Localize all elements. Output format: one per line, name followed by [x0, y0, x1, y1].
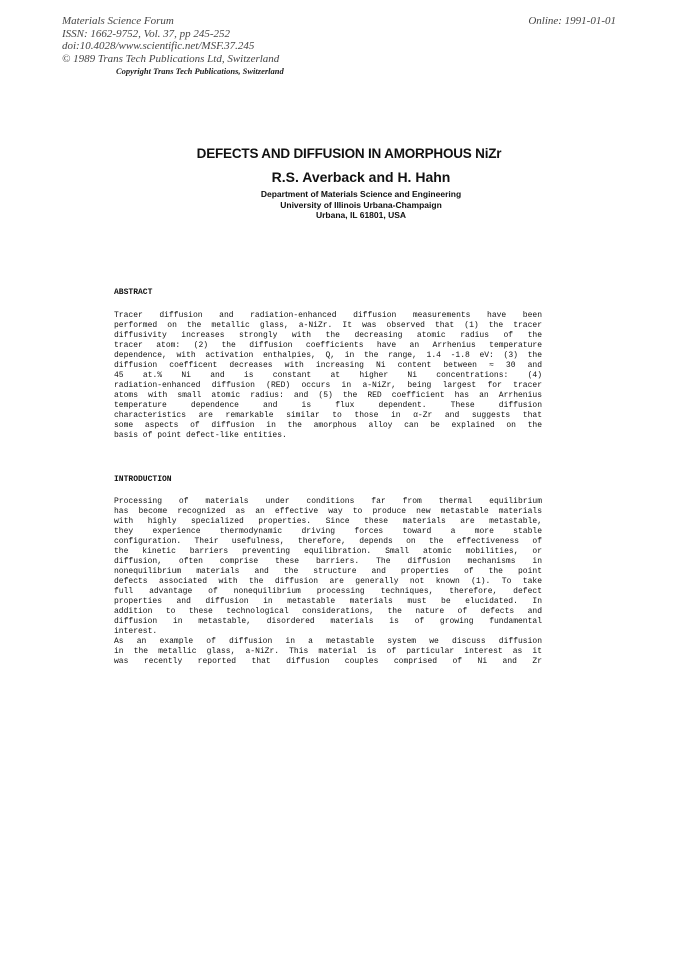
author-list: R.S. Averback and H. Hahn — [271, 169, 451, 185]
abstract-body — [114, 311, 542, 441]
introduction-line: defects associated with the diffusion are generally not known (1). To take — [114, 577, 542, 586]
abstract-line: performed on the metallic glass, a-NiZr. It was observed that (1) the tracer — [114, 321, 542, 330]
introduction-line: was recently reported that diffusion couples comprised of Ni and Zr — [114, 657, 542, 666]
abstract-line: dependence, with activation enthalpies, Q, in the range, 1.4 -1.8 eV: (3) the — [114, 351, 542, 360]
abstract-line: some aspects of diffusion in the amorphous alloy can be explained on the — [114, 421, 542, 430]
introduction-line: the kinetic barriers preventing equilibration. Small atomic mobilities, or — [114, 547, 542, 556]
introduction-body — [114, 497, 542, 667]
abstract-line: atoms with small atomic radius: and (5) the RED coefficient has an Arrhenius — [114, 391, 542, 400]
abstract-line: tracer atom: (2) the diffusion coefficients have an Arrhenius temperature — [114, 341, 542, 350]
affiliation — [0, 189, 678, 221]
abstract-line: characteristics are remarkable similar to those in α-Zr and suggests that — [114, 411, 542, 420]
copyright-notice: Copyright Trans Tech Publications, Switzerland — [116, 66, 284, 76]
abstract-line: Tracer diffusion and radiation-enhanced diffusion measurements have been — [114, 311, 542, 320]
publisher-line: © 1989 Trans Tech Publications Ltd, Switzerland — [62, 52, 280, 65]
introduction-heading: INTRODUCTION — [114, 475, 172, 484]
abstract-line: diffusivity increases strongly with the decreasing atomic radius of the — [114, 331, 542, 340]
affiliation-department: Department of Materials Science and Engineering — [260, 189, 462, 199]
introduction-line: with highly specialized properties. Since these materials are metastable, — [114, 517, 542, 526]
journal-header — [62, 15, 279, 65]
introduction-line: diffusion in metastable, disordered materials is of growing fundamental — [114, 617, 542, 626]
introduction-line: addition to these technological considerations, the nature of defects and — [114, 607, 542, 616]
abstract-line: diffusion coefficent decreases with increasing Ni content between ≈ 30 and — [114, 361, 542, 370]
introduction-line: has become recognized as an effective way to produce new metastable materials — [114, 507, 542, 516]
issn-line: ISSN: 1662-9752, Vol. 37, pp 245-252 — [62, 27, 231, 40]
doi-line: doi:10.4028/www.scientific.net/MSF.37.245 — [62, 40, 255, 52]
introduction-line: nonequilibrium materials and the structure and properties of the point — [114, 567, 542, 576]
online-date: Online: 1991-01-01 — [528, 15, 616, 27]
introduction-line: As an example of diffusion in a metastable system we discuss diffusion — [114, 637, 542, 646]
introduction-line: configuration. Their usefulness, therefore, depends on the effectiveness of — [114, 537, 542, 546]
abstract-line: basis of point defect-like entities. — [114, 431, 287, 440]
introduction-line: properties and diffusion in metastable materials must be elucidated. In — [114, 597, 542, 606]
affiliation-address: Urbana, IL 61801, USA — [315, 210, 407, 220]
abstract-heading: ABSTRACT — [114, 288, 153, 297]
paper-title: DEFECTS AND DIFFUSION IN AMORPHOUS NiZr — [196, 146, 502, 161]
introduction-line: interest. — [114, 627, 158, 636]
introduction-line: diffusion, often comprise these barriers. The diffusion mechanisms in — [114, 557, 542, 566]
journal-name: Materials Science Forum — [62, 15, 174, 27]
introduction-line: Processing of materials under conditions far from thermal equilibrium — [114, 497, 542, 506]
introduction-line: in the metallic glass, a-NiZr. This material is of particular interest as it — [114, 647, 542, 656]
abstract-line: radiation-enhanced diffusion (RED) occurs in a-NiZr, being largest for tracer — [114, 381, 542, 390]
abstract-line: 45 at.% Ni and is constant at higher Ni concentrations: (4) — [114, 371, 542, 380]
affiliation-university: University of Illinois Urbana-Champaign — [280, 199, 442, 210]
abstract-line: temperature dependence and is flux dependent. These diffusion — [114, 401, 542, 410]
introduction-line: they experience thermodynamic driving forces toward a more stable — [114, 527, 542, 536]
introduction-line: full advantage of nonequilibrium processing techniques, therefore, defect — [114, 587, 542, 596]
